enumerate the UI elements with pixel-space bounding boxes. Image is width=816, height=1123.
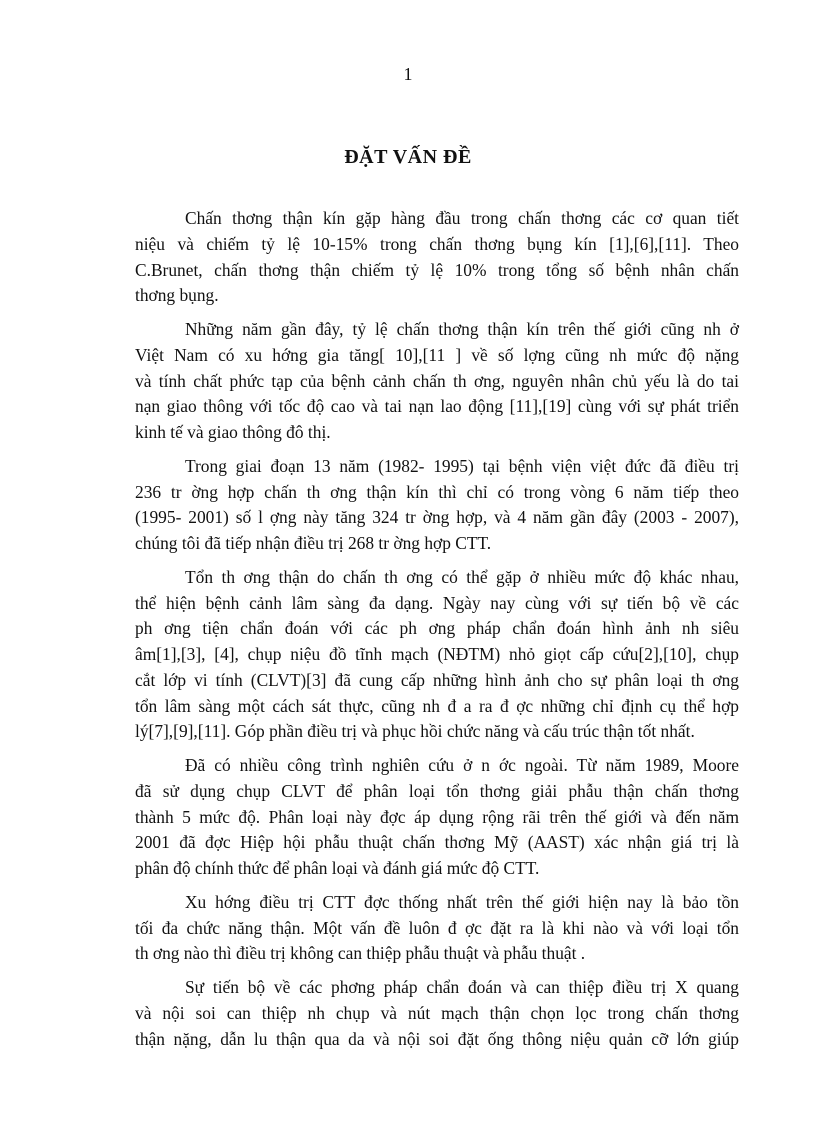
text-line: cắt lớp vi tính (CLVT)[3] đã cung cấp những hình ảnh cho sự phân loại th ơng	[135, 669, 739, 690]
text-line: Việt Nam có xu hớng gia tăng[ 10],[11 ] về số lợng cũng nh mức độ nặng	[135, 344, 739, 365]
text-line: (1995- 2001) số l ợng này tăng 324 tr ờng hợp, và 4 năm gần đây (2003 - 2007),	[135, 507, 739, 528]
text-line: thành 5 mức độ. Phân loại này đợc áp dụng rộng rãi trên thế giới và đến năm	[135, 806, 739, 827]
body-text	[135, 206, 739, 1060]
text-line: thận nặng, dẫn lu thận qua da và nội soi đặt ống thông niệu quản cỡ lớn giúp	[135, 1028, 739, 1049]
text-line: tổn lâm sàng một cách sát thực, cũng nh đ a ra đ ợc những chỉ định cụ thể hợp	[135, 695, 739, 716]
text-line: Xu hớng điều trị CTT đợc thống nhất trên thế giới hiện nay là bảo tồn	[185, 891, 739, 912]
text-line: và tính chất phức tạp của bệnh cảnh chấn th ơng, nguyên nhân chủ yếu là do tai	[135, 370, 739, 391]
text-line: niệu và chiếm tỷ lệ 10-15% trong chấn thơng bụng kín [1],[6],[11]. Theo	[135, 233, 739, 254]
text-line: Tổn th ơng thận do chấn th ơng có thể gặp ở nhiều mức độ khác nhau,	[185, 566, 739, 587]
text-line: th ơng nào thì điều trị không can thiệp phẫu thuật và phẫu thuật .	[135, 943, 586, 964]
text-line: Đã có nhiều công trình nghiên cứu ở n ớc ngoài. Từ năm 1989, Moore	[185, 755, 739, 775]
text-line: Chấn thơng thận kín gặp hàng đầu trong chấn thơng các cơ quan tiết	[185, 208, 739, 228]
text-line: thể hiện bệnh cảnh lâm sàng đa dạng. Ngày nay cùng với sự tiến bộ về các	[135, 592, 739, 613]
paragraph	[135, 890, 739, 967]
text-line: chúng tôi đã tiếp nhận điều trị 268 tr ờng hợp CTT.	[135, 533, 492, 553]
text-line: thơng bụng.	[135, 285, 219, 306]
text-line: phân độ chính thức để phân loại và đánh giá mức độ CTT.	[135, 858, 540, 878]
text-line: 236 tr ờng hợp chấn th ơng thận kín thì chỉ có trong vòng 6 năm tiếp theo	[135, 481, 739, 502]
text-line: ph ơng tiện chẩn đoán với các ph ơng pháp chẩn đoán hình ảnh nh siêu	[135, 618, 739, 639]
text-line: kinh tế và giao thông đô thị.	[135, 422, 331, 442]
paragraph	[135, 975, 739, 1052]
text-line: tối đa chức năng thận. Một vấn đề luôn đ ợc đặt ra là khi nào và với loại tổn	[135, 917, 739, 938]
text-line: lý[7],[9],[11]. Góp phần điều trị và phục hồi chức năng và cấu trúc thận tốt nhất.	[135, 721, 695, 742]
text-line: Sự tiến bộ về các phơng pháp chẩn đoán và can thiệp điều trị X quang	[185, 977, 739, 997]
paragraph	[135, 317, 739, 446]
text-line: 2001 đã đợc Hiệp hội phẫu thuật chấn thơng Mỹ (AAST) xác nhận giá trị là	[135, 832, 739, 853]
text-line: nạn giao thông với tốc độ cao và tai nạn lao động [11],[19] cùng với sự phát triển	[135, 396, 739, 417]
page-number: 1	[403, 64, 413, 84]
text-line: đã sử dụng chụp CLVT để phân loại tổn thơng giải phẫu thận chấn thơng	[135, 780, 739, 801]
text-line: âm[1],[3], [4], chụp niệu đồ tĩnh mạch (NĐTM) nhỏ giọt cấp cứu[2],[10], chụp	[135, 644, 739, 664]
text-line: C.Brunet, chấn thơng thận chiếm tỷ lệ 10% trong tổng số bệnh nhân chấn	[135, 259, 739, 280]
page-title: ĐẶT VẤN ĐỀ	[344, 146, 472, 168]
paragraph	[135, 753, 739, 882]
text-line: Những năm gần đây, tỷ lệ chấn thơng thận kín trên thế giới cũng nh ở	[185, 319, 739, 339]
paragraph	[135, 454, 739, 557]
text-line: và nội soi can thiệp nh chụp và nút mạch thận chọn lọc trong chấn thơng	[135, 1002, 739, 1023]
paragraph	[135, 565, 739, 745]
paragraph	[135, 206, 739, 309]
text-line: Trong giai đoạn 13 năm (1982- 1995) tại bệnh viện việt đức đã điều trị	[185, 455, 739, 476]
